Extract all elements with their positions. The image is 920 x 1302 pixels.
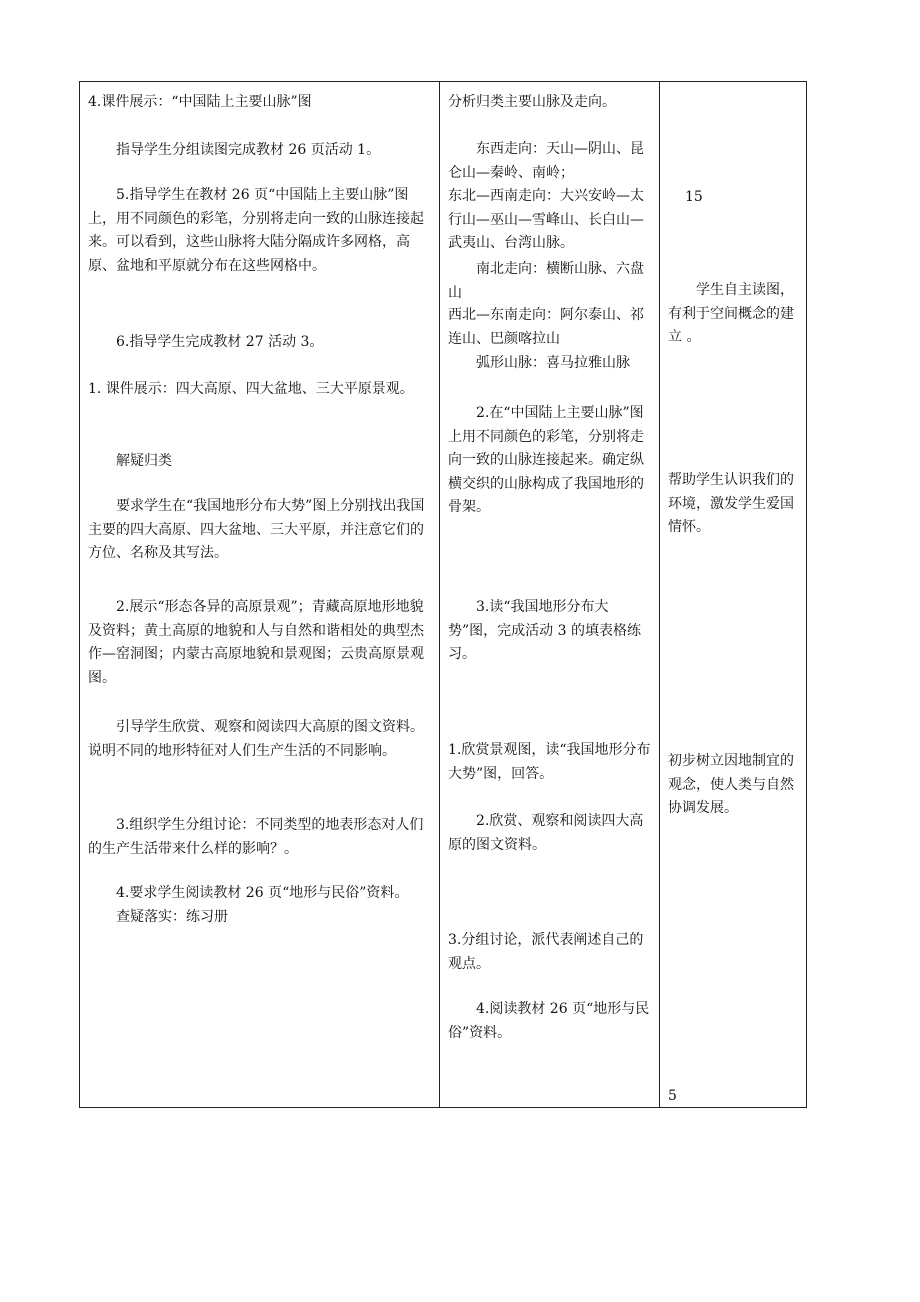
mid-para-12: 4.阅读教材 26 页“地形与民俗”资料。 [448,1001,650,1041]
column-divider-2 [659,82,660,1107]
left-para-2: 指导学生分组读图完成教材 26 页活动 1。 [116,142,381,158]
left-para-9: 引导学生欣赏、观察和阅读四大高原的图文资料。说明不同的地形特征对人们生产生活的不同影响。 [88,719,424,759]
left-para-1: 4.课件展示：“中国陆上主要山脉”图 [88,94,312,110]
mid-para-9: 1.欣赏景观图，读“我国地形分布大势”图，回答。 [448,742,651,782]
mid-para-1-text: 分析归类主要山脉及走向。 [448,94,616,110]
right-minutes-15: 15 [685,189,703,205]
left-para-10: 3.组织学生分组讨论：不同类型的地表形态对人们的生产生活带来什么样的影响？。 [88,817,424,857]
right-para-3: 帮助学生认识我们的环境，激发学生爱国情怀。 [668,472,794,535]
mid-para-2: 东西走向：天山—阴山、昆仑山—秦岭、南岭； [448,141,644,181]
mid-para-8: 3.读“我国地形分布大势”图，完成活动 3 的填表格练习。 [448,599,641,662]
mid-para-7: 2.在“中国陆上主要山脉”图上用不同颜色的彩笔，分别将走向一致的山脉连接起来。确定纵横交织的山脉构成了我国地形的骨架。 [448,405,644,515]
mid-para-6: 弧形山脉：喜马拉雅山脉 [476,355,630,371]
left-para-4: 6.指导学生完成教材 27 活动 3。 [116,334,324,350]
right-minutes-5: 5 [668,1088,677,1104]
left-para-11: 4.要求学生阅读教材 26 页“地形与民俗”资料。 [116,885,409,901]
mid-para-10: 2.欣赏、观察和阅读四大高原的图文资料。 [448,813,644,853]
mid-para-11: 3.分组讨论，派代表阐述自己的观点。 [448,932,644,972]
lesson-table [79,81,807,1108]
left-para-6: 解疑归类 [116,453,172,469]
column-divider-1 [439,82,440,1107]
right-para-2: 学生自主读图，有利于空间概念的建立 。 [668,282,794,345]
mid-para-5: 西北—东南走向：阿尔泰山、祁连山、巴颜喀拉山 [448,307,644,347]
left-para-5: 1. 课件展示：四大高原、四大盆地、三大平原景观。 [88,381,414,397]
left-para-3: 5.指导学生在教材 26 页“中国陆上主要山脉”图上，用不同颜色的彩笔，分别将走向一致的山脉连接起来。可以看到，这些山脉将大陆分隔成许多网格，高原、盆地和平原就分布在这些网格中。 [88,187,424,274]
mid-para-1 [448,91,654,115]
mid-para-3: 东北—西南走向：大兴安岭—太行山—巫山—雪峰山、长白山—武夷山、台湾山脉。 [448,188,644,251]
mid-para-4: 南北走向：横断山脉、六盘山 [448,261,644,301]
left-para-8: 2.展示“形态各异的高原景观”；青藏高原地形地貌及资料；黄土高原的地貌和人与自然和谐相处的典型杰作—窑洞图；内蒙古高原地貌和景观图；云贵高原景观图。 [88,599,424,686]
left-para-12: 查疑落实：练习册 [116,909,228,925]
left-para-7: 要求学生在“我国地形分布大势”图上分别找出我国主要的四大高原、四大盆地、三大平原，并注意它们的方位、名称及其写法。 [88,498,425,561]
right-para-4: 初步树立因地制宜的观念，使人类与自然协调发展。 [668,753,794,816]
